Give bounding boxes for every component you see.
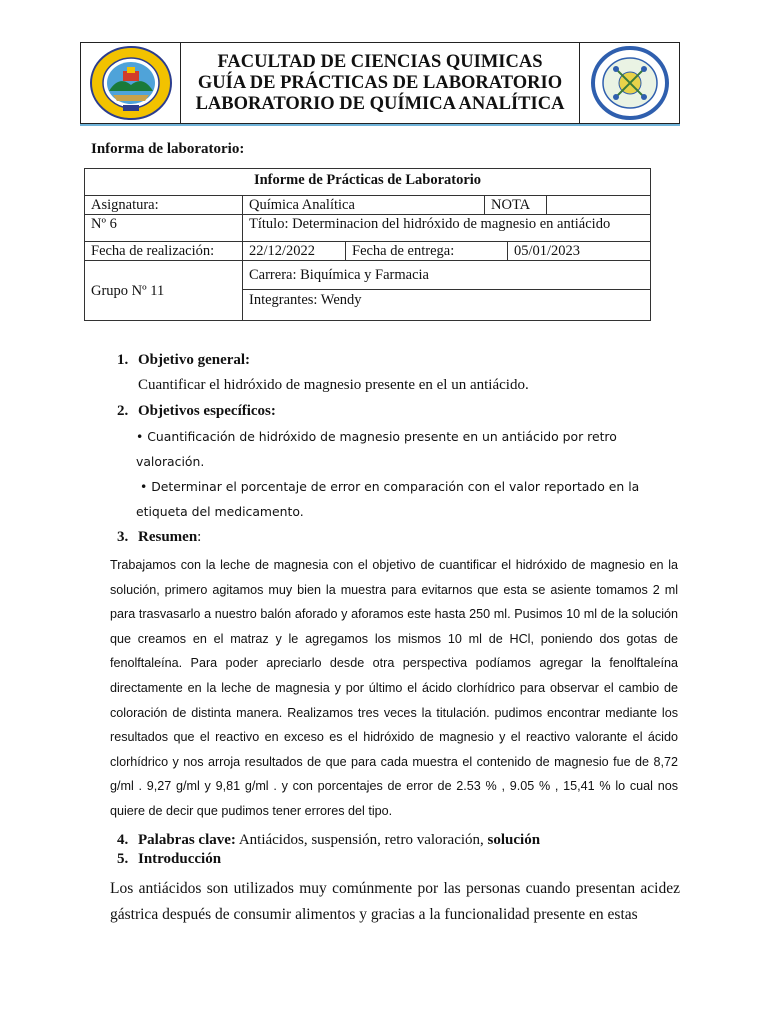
grupo-label: Grupo Nº 11 — [85, 261, 243, 321]
objective-item-2-line-1: • Determinar el porcentaje de error en comparación con el valor reportado en la — [140, 479, 640, 494]
report-info-table — [84, 168, 651, 321]
table-title: Informe de Prácticas de Laboratorio — [85, 169, 651, 196]
document-header — [80, 42, 680, 124]
header-divider — [80, 124, 680, 126]
header-line-3: LABORATORIO DE QUÍMICA ANALÍTICA — [195, 93, 565, 114]
section-1-text: Cuantificar el hidróxido de magnesio presente en el un antiácido. — [138, 377, 529, 393]
university-seal-icon — [89, 45, 173, 121]
section-1-title: Objetivo general: — [138, 352, 251, 368]
asignatura-value: Química Analítica — [243, 196, 485, 214]
carrera-value: Carrera: Biquímica y Farmacia — [243, 261, 651, 290]
section-2-title: Objetivos específicos: — [138, 403, 276, 419]
section-4-number: 4. — [117, 832, 129, 848]
nota-label: NOTA — [485, 196, 547, 214]
report-label: Informa de laboratorio: — [91, 141, 245, 157]
section-4-heading — [138, 832, 540, 849]
keywords-text: Antiácidos, suspensión, retro valoración, — [235, 832, 488, 848]
summary-paragraph: Trabajamos con la leche de magnesia con el objetivo de cuantificar el hidróxido de magnesio en la solución, primero agitamos muy bien la muestra para evitarnos que esta se asiente tomamos 2 ml para trasvasarlo a nuestro balón aforado y aforamos este hasta 250 ml. Pusimos 10 ml de la solución que creamos en el matraz y le agregamos los mismos 10 ml de HCl, poniendo dos gotas de fenolftaleína. Para poder apreciarlo desde otra perspectiva podíamos agregar la fenolftaleína directamente en la leche de magnesia y por último el ácido clorhídrico para observar el cambio de coloración de distinta manera. Realizamos tres veces la titulación. pudimos encontrar mediante los resultados que el reactivo en exceso es el hidróxido de magnesio y el reactivo valorante el ácido clorhídrico y nos arroja resultados de que para cada muestra el contenido de magnesio fue de 8,72 g/ml . 9,27 g/ml y 9,81 g/ml . y con porcentajes de error de 2.53 % , 9.05 % , 15,41 % lo cual nos quiere de decir que pudimos tener errores del tipo. — [110, 558, 678, 818]
keyword-bold: solución — [487, 832, 541, 848]
integrantes-value: Integrantes: Wendy — [243, 290, 651, 321]
fechas-row — [243, 242, 651, 261]
section-3-number: 3. — [117, 529, 129, 545]
right-logo-cell — [579, 43, 679, 123]
section-5-number: 5. — [117, 851, 129, 867]
section-3-heading — [138, 529, 201, 546]
chemistry-faculty-seal-icon — [590, 45, 670, 121]
objective-item-1-line-2: valoración. — [136, 454, 205, 469]
titulo-value: Título: Determinacion del hidróxido de magnesio en antiácido — [243, 215, 651, 242]
section-2-number: 2. — [117, 403, 129, 419]
header-line-1: FACULTAD DE CIENCIAS QUIMICAS — [217, 51, 543, 72]
header-line-2: GUÍA DE PRÁCTICAS DE LABORATORIO — [197, 72, 563, 93]
left-logo-cell — [81, 43, 181, 123]
section-1-number: 1. — [117, 352, 129, 368]
numero-label: Nº 6 — [85, 215, 243, 242]
asignatura-row — [243, 196, 651, 215]
section-3-title: Resumen — [138, 529, 198, 545]
objective-item-2-line-2: etiqueta del medicamento. — [136, 504, 304, 519]
introduction-paragraph: Los antiácidos son utilizados muy comúnmente por las personas cuando presentan acidez gástrica después de consumir alimentos y gracias a la funcionalidad presente en estas — [110, 880, 680, 923]
fecha-realizacion-label: Fecha de realización: — [85, 242, 243, 261]
header-title — [181, 43, 579, 123]
objective-item-1-line-1: • Cuantificación de hidróxido de magnesio presente en un antiácido por retro — [136, 429, 617, 444]
section-5-title: Introducción — [138, 851, 222, 867]
section-4-title: Palabras clave: — [138, 832, 236, 848]
nota-value — [547, 196, 650, 214]
section-3-colon: : — [197, 529, 202, 545]
fecha-realizacion-value: 22/12/2022 — [243, 242, 346, 260]
asignatura-label: Asignatura: — [85, 196, 243, 215]
fecha-entrega-label: Fecha de entrega: — [346, 242, 508, 260]
fecha-entrega-value: 05/01/2023 — [514, 243, 581, 259]
